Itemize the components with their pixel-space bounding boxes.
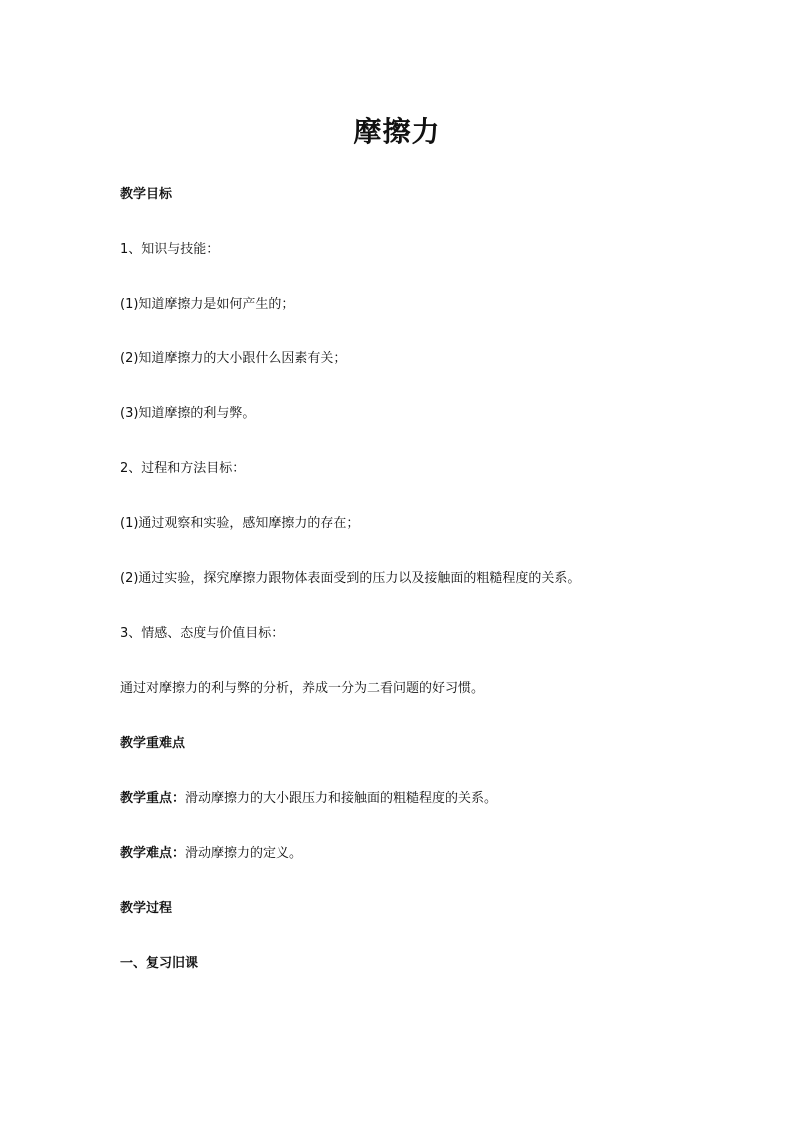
key-point-line — [120, 789, 720, 809]
goal-1-item-1: (1)知道摩擦力是如何产生的； — [120, 297, 295, 312]
document-title: 摩擦力 — [353, 115, 441, 148]
difficult-point-text: 滑动摩擦力的定义。 — [185, 846, 303, 861]
goal-3-heading: 3、情感、态度与价值目标： — [120, 626, 285, 641]
goal-2-item-1: (1)通过观察和实验，感知摩擦力的存在； — [120, 516, 360, 531]
section-heading-goals: 教学目标 — [120, 187, 173, 202]
difficult-point-label: 教学难点： — [120, 846, 186, 861]
section-heading-key-difficult: 教学重难点 — [120, 736, 186, 751]
goal-2-item-2: (2)通过实验，探究摩擦力跟物体表面受到的压力以及接触面的粗糙程度的关系。 — [120, 571, 581, 586]
key-point-text: 滑动摩擦力的大小跟压力和接触面的粗糙程度的关系。 — [185, 791, 498, 806]
goal-1-item-2: (2)知道摩擦力的大小跟什么因素有关； — [120, 351, 347, 366]
goal-1-heading: 1、知识与技能： — [120, 242, 220, 257]
key-point-label: 教学重点： — [120, 791, 186, 806]
goal-2-heading: 2、过程和方法目标： — [120, 461, 246, 476]
section-heading-review: 一、复习旧课 — [120, 956, 199, 971]
goal-1-item-3: (3)知道摩擦的利与弊。 — [120, 406, 256, 421]
section-heading-process: 教学过程 — [120, 901, 173, 916]
difficult-point-line — [120, 844, 720, 864]
goal-3-text: 通过对摩擦力的利与弊的分析，养成一分为二看问题的好习惯。 — [120, 681, 485, 696]
